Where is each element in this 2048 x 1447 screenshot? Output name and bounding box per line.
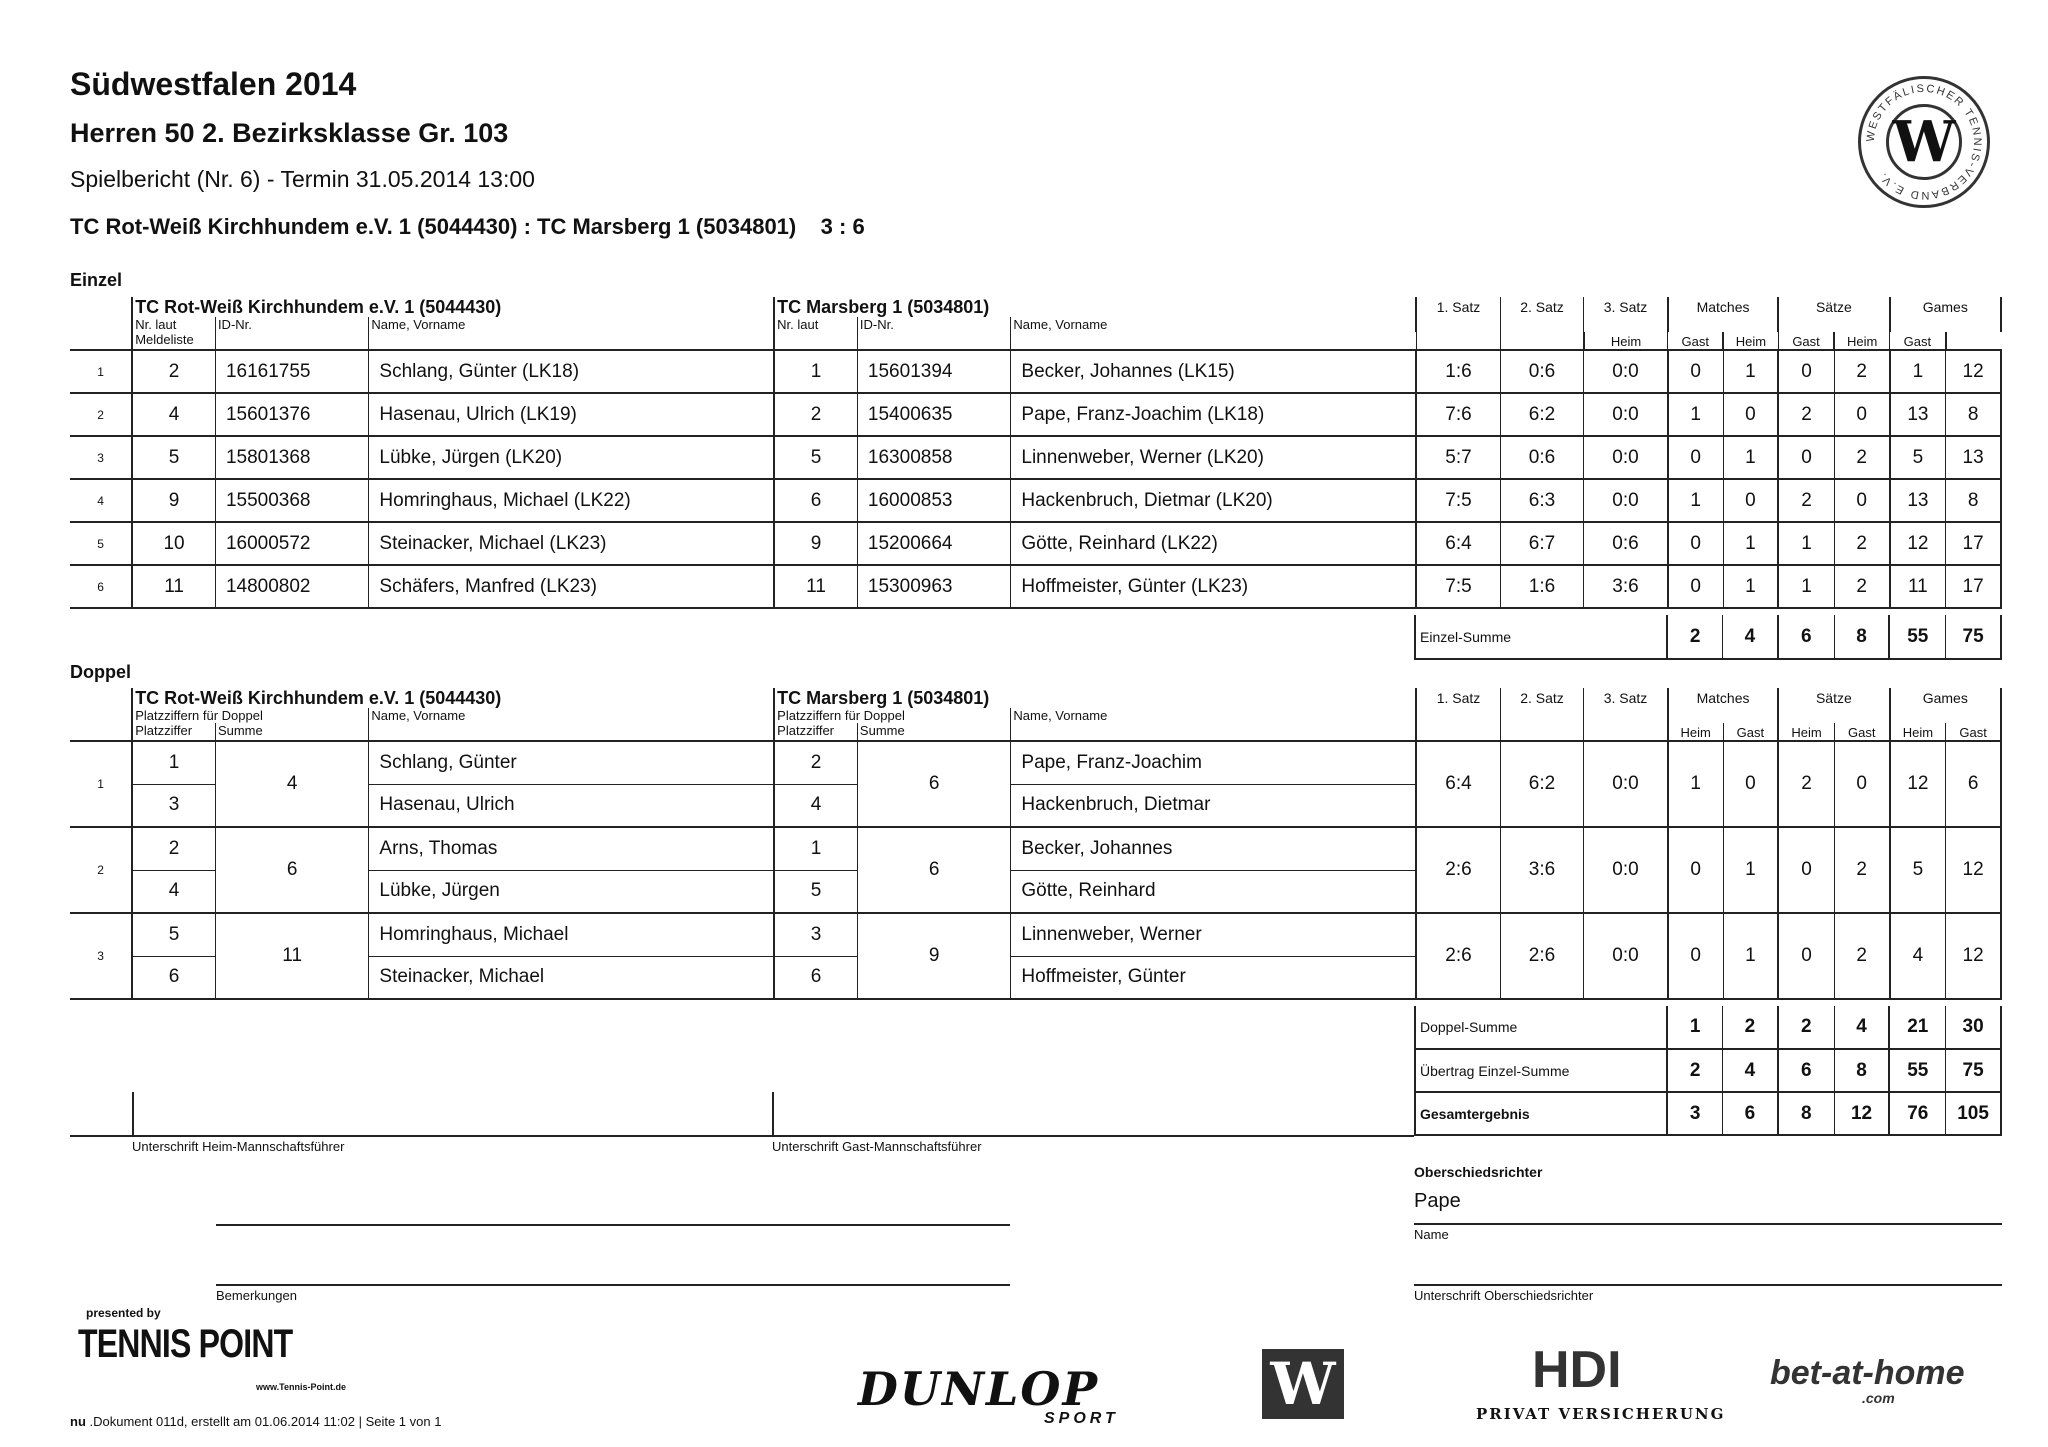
table-row: 1 2 16161755 Schlang, Günter (LK18) 1 15601394 Becker, Johannes (LK15) 1:6 0:6 0:0 0 1 0 2 1 12 (70, 350, 2001, 393)
dunlop-logo-icon: DUNLOP (858, 1362, 1100, 1416)
report-info: Spielbericht (Nr. 6) - Termin 31.05.2014 13:00 (70, 166, 535, 192)
doppel-table: TC Rot-Weiß Kirchhundem e.V. 1 (5044430) TC Marsberg 1 (5034801) 1. Satz 2. Satz 3. Satz Matches Sätze Games Platzziffern für Doppel Name, Vorname Platzziffern für Doppel Name, Vorname Platzziffer Summe Platzziffer Summe Heim Gast Heim Gast Heim Gast 1 1 4 Schlang, Günter 2 6 Pape, Franz-Joachim 6:4 6:2 0:0 1 0 2 0 12 6 3 Hasenau, Ulrich 4 Hackenbruch, Dietmar 2 2 6 Arns, Thomas 1 6 Becker, Johannes 2:6 3:6 0:0 0 1 0 2 5 12 4 Lübke, Jürgen 5 Götte, Reinhard 3 5 11 Homringhaus, Michael 3 9 Linnenweber, Werner 2:6 2:6 0:0 0 1 0 2 4 12 6 Steinacker, Michael 6 Hoffmeister, Günter (70, 688, 2002, 1000)
guest-signature-label: Unterschrift Gast-Mannschaftsführer (772, 1139, 982, 1154)
gesamt-label: Gesamtergebnis (1415, 1092, 1667, 1135)
tennis-point-logo-icon: TENNIS POINT (78, 1322, 293, 1366)
doppel-sum-label: Doppel-Summe (1415, 1006, 1667, 1049)
svg-text:WESTFÄLISCHER TENNIS-VERBAND E: WESTFÄLISCHER TENNIS-VERBAND E.V. (1864, 82, 1984, 202)
bet-at-home-sub: .com (1862, 1390, 1895, 1406)
league-title: Herren 50 2. Bezirksklasse Gr. 103 (70, 118, 509, 148)
einzel-table: TC Rot-Weiß Kirchhundem e.V. 1 (5044430) TC Marsberg 1 (5034801) 1. Satz 2. Satz 3. Satz Matches Sätze Games Nr. laut ID-Nr. Name, Vorname Nr. laut ID-Nr. Name, Vorname Meldeliste Heim Gast Heim Gast Heim Gast 1 2 16161755 Schlang, Günter (LK18) 1 15601394 Becker, Johannes (LK15) 1:6 0:6 0:0 0 1 0 2 1 12 2 4 15601376 Hasenau, Ulrich (LK19) 2 15400635 Pape, Franz-Joachim (LK18) 7:6 6:2 0:0 1 0 2 0 13 8 3 5 15801368 Lübke, Jürgen (LK20) 5 16300858 Linnenweber, Werner (LK20) 5:7 0:6 0:0 0 1 0 2 5 13 4 9 15500368 Homringhaus, Michael (LK22) 6 16000853 Hackenbruch, Dietmar (LK20) 7:5 6:3 0:0 1 0 2 0 13 8 5 10 16000572 Steinacker, Michael (LK23) 9 15200664 Götte, Reinhard (LK22) 6:4 6:7 0:6 0 1 1 2 12 17 6 11 14800802 Schäfers, Manfred (LK23) 11 15300963 Hoffmeister, Günter (LK23) 7:5 1:6 3:6 0 1 1 2 11 17 (70, 297, 2002, 609)
name-label: Name (1414, 1227, 1449, 1242)
table-row: 3 5 15801368 Lübke, Jürgen (LK20) 5 16300858 Linnenweber, Werner (LK20) 5:7 0:6 0:0 0 1 0 2 5 13 (70, 436, 2001, 479)
tennis-point-url: www.Tennis-Point.de (256, 1382, 346, 1392)
referee-label: Oberschiedsrichter (1414, 1164, 1543, 1180)
hdi-sub: PRIVAT VERSICHERUNG (1476, 1405, 1726, 1423)
table-row: 3 Hasenau, Ulrich 4 Hackenbruch, Dietmar (70, 784, 2001, 827)
remarks-label: Bemerkungen (216, 1288, 297, 1303)
hdi-logo-icon: HDI (1532, 1341, 1622, 1399)
uebertrag-label: Übertrag Einzel-Summe (1415, 1049, 1667, 1092)
doppel-home-team: TC Rot-Weiß Kirchhundem e.V. 1 (5044430) (132, 688, 774, 708)
referee-name[interactable]: Pape (1414, 1190, 1461, 1212)
table-row: 3 5 11 Homringhaus, Michael 3 9 Linnenweber, Werner 2:6 2:6 0:0 0 1 0 2 4 12 (70, 913, 2001, 956)
table-row: 4 Lübke, Jürgen 5 Götte, Reinhard (70, 870, 2001, 913)
wilson-logo-icon: W (1262, 1349, 1344, 1419)
bet-at-home-logo-icon: bet-at-home (1770, 1354, 1965, 1392)
page-title: Südwestfalen 2014 (70, 66, 357, 102)
einzel-label: Einzel (70, 270, 123, 290)
referee-signature-label: Unterschrift Oberschiedsrichter (1414, 1288, 1594, 1303)
table-row: 2 4 15601376 Hasenau, Ulrich (LK19) 2 15400635 Pape, Franz-Joachim (LK18) 7:6 6:2 0:0 1 0 2 0 13 8 (70, 393, 2001, 436)
table-row: 5 10 16000572 Steinacker, Michael (LK23) 9 15200664 Götte, Reinhard (LK22) 6:4 6:7 0:6 0 1 1 2 12 17 (70, 522, 2001, 565)
table-row: 2 2 6 Arns, Thomas 1 6 Becker, Johannes 2:6 3:6 0:0 0 1 0 2 5 12 (70, 827, 2001, 870)
match-title: TC Rot-Weiß Kirchhundem e.V. 1 (5044430) : TC Marsberg 1 (5034801) 3 : 6 (70, 214, 865, 239)
doppel-guest-team: TC Marsberg 1 (5034801) (774, 688, 1416, 708)
einzel-sum-table: Einzel-Summe 2 4 6 8 55 75 (1414, 615, 2002, 660)
table-row: 6 Steinacker, Michael 6 Hoffmeister, Günter (70, 956, 2001, 999)
einzel-home-team: TC Rot-Weiß Kirchhundem e.V. 1 (5044430) (132, 297, 774, 317)
footer: nu .Dokument 011d, erstellt am 01.06.2014 11:02 | Seite 1 von 1 (70, 1414, 442, 1429)
table-row: 1 1 4 Schlang, Günter 2 6 Pape, Franz-Joachim 6:4 6:2 0:0 1 0 2 0 12 6 (70, 741, 2001, 784)
table-row: 4 9 15500368 Homringhaus, Michael (LK22) 6 16000853 Hackenbruch, Dietmar (LK20) 7:5 6:3 0:0 1 0 2 0 13 8 (70, 479, 2001, 522)
wtv-logo-icon: WESTFÄLISCHER TENNIS-VERBAND E.V. W (1858, 76, 1990, 208)
home-signature-label: Unterschrift Heim-Mannschaftsführer (132, 1139, 345, 1154)
table-row: 6 11 14800802 Schäfers, Manfred (LK23) 11 15300963 Hoffmeister, Günter (LK23) 7:5 1:6 3:6 0 1 1 2 11 17 (70, 565, 2001, 608)
dunlop-sport: SPORT (1044, 1410, 1119, 1427)
doppel-sum-table: Doppel-Summe 1 2 2 4 21 30 Übertrag Einzel-Summe 2 4 6 8 55 75 Gesamtergebnis 3 6 8 12 76 105 (1414, 1006, 2002, 1136)
doppel-label: Doppel (70, 662, 131, 682)
einzel-guest-team: TC Marsberg 1 (5034801) (774, 297, 1416, 317)
presented-by: presented by (86, 1306, 161, 1320)
einzel-sum-label: Einzel-Summe (1415, 615, 1667, 659)
